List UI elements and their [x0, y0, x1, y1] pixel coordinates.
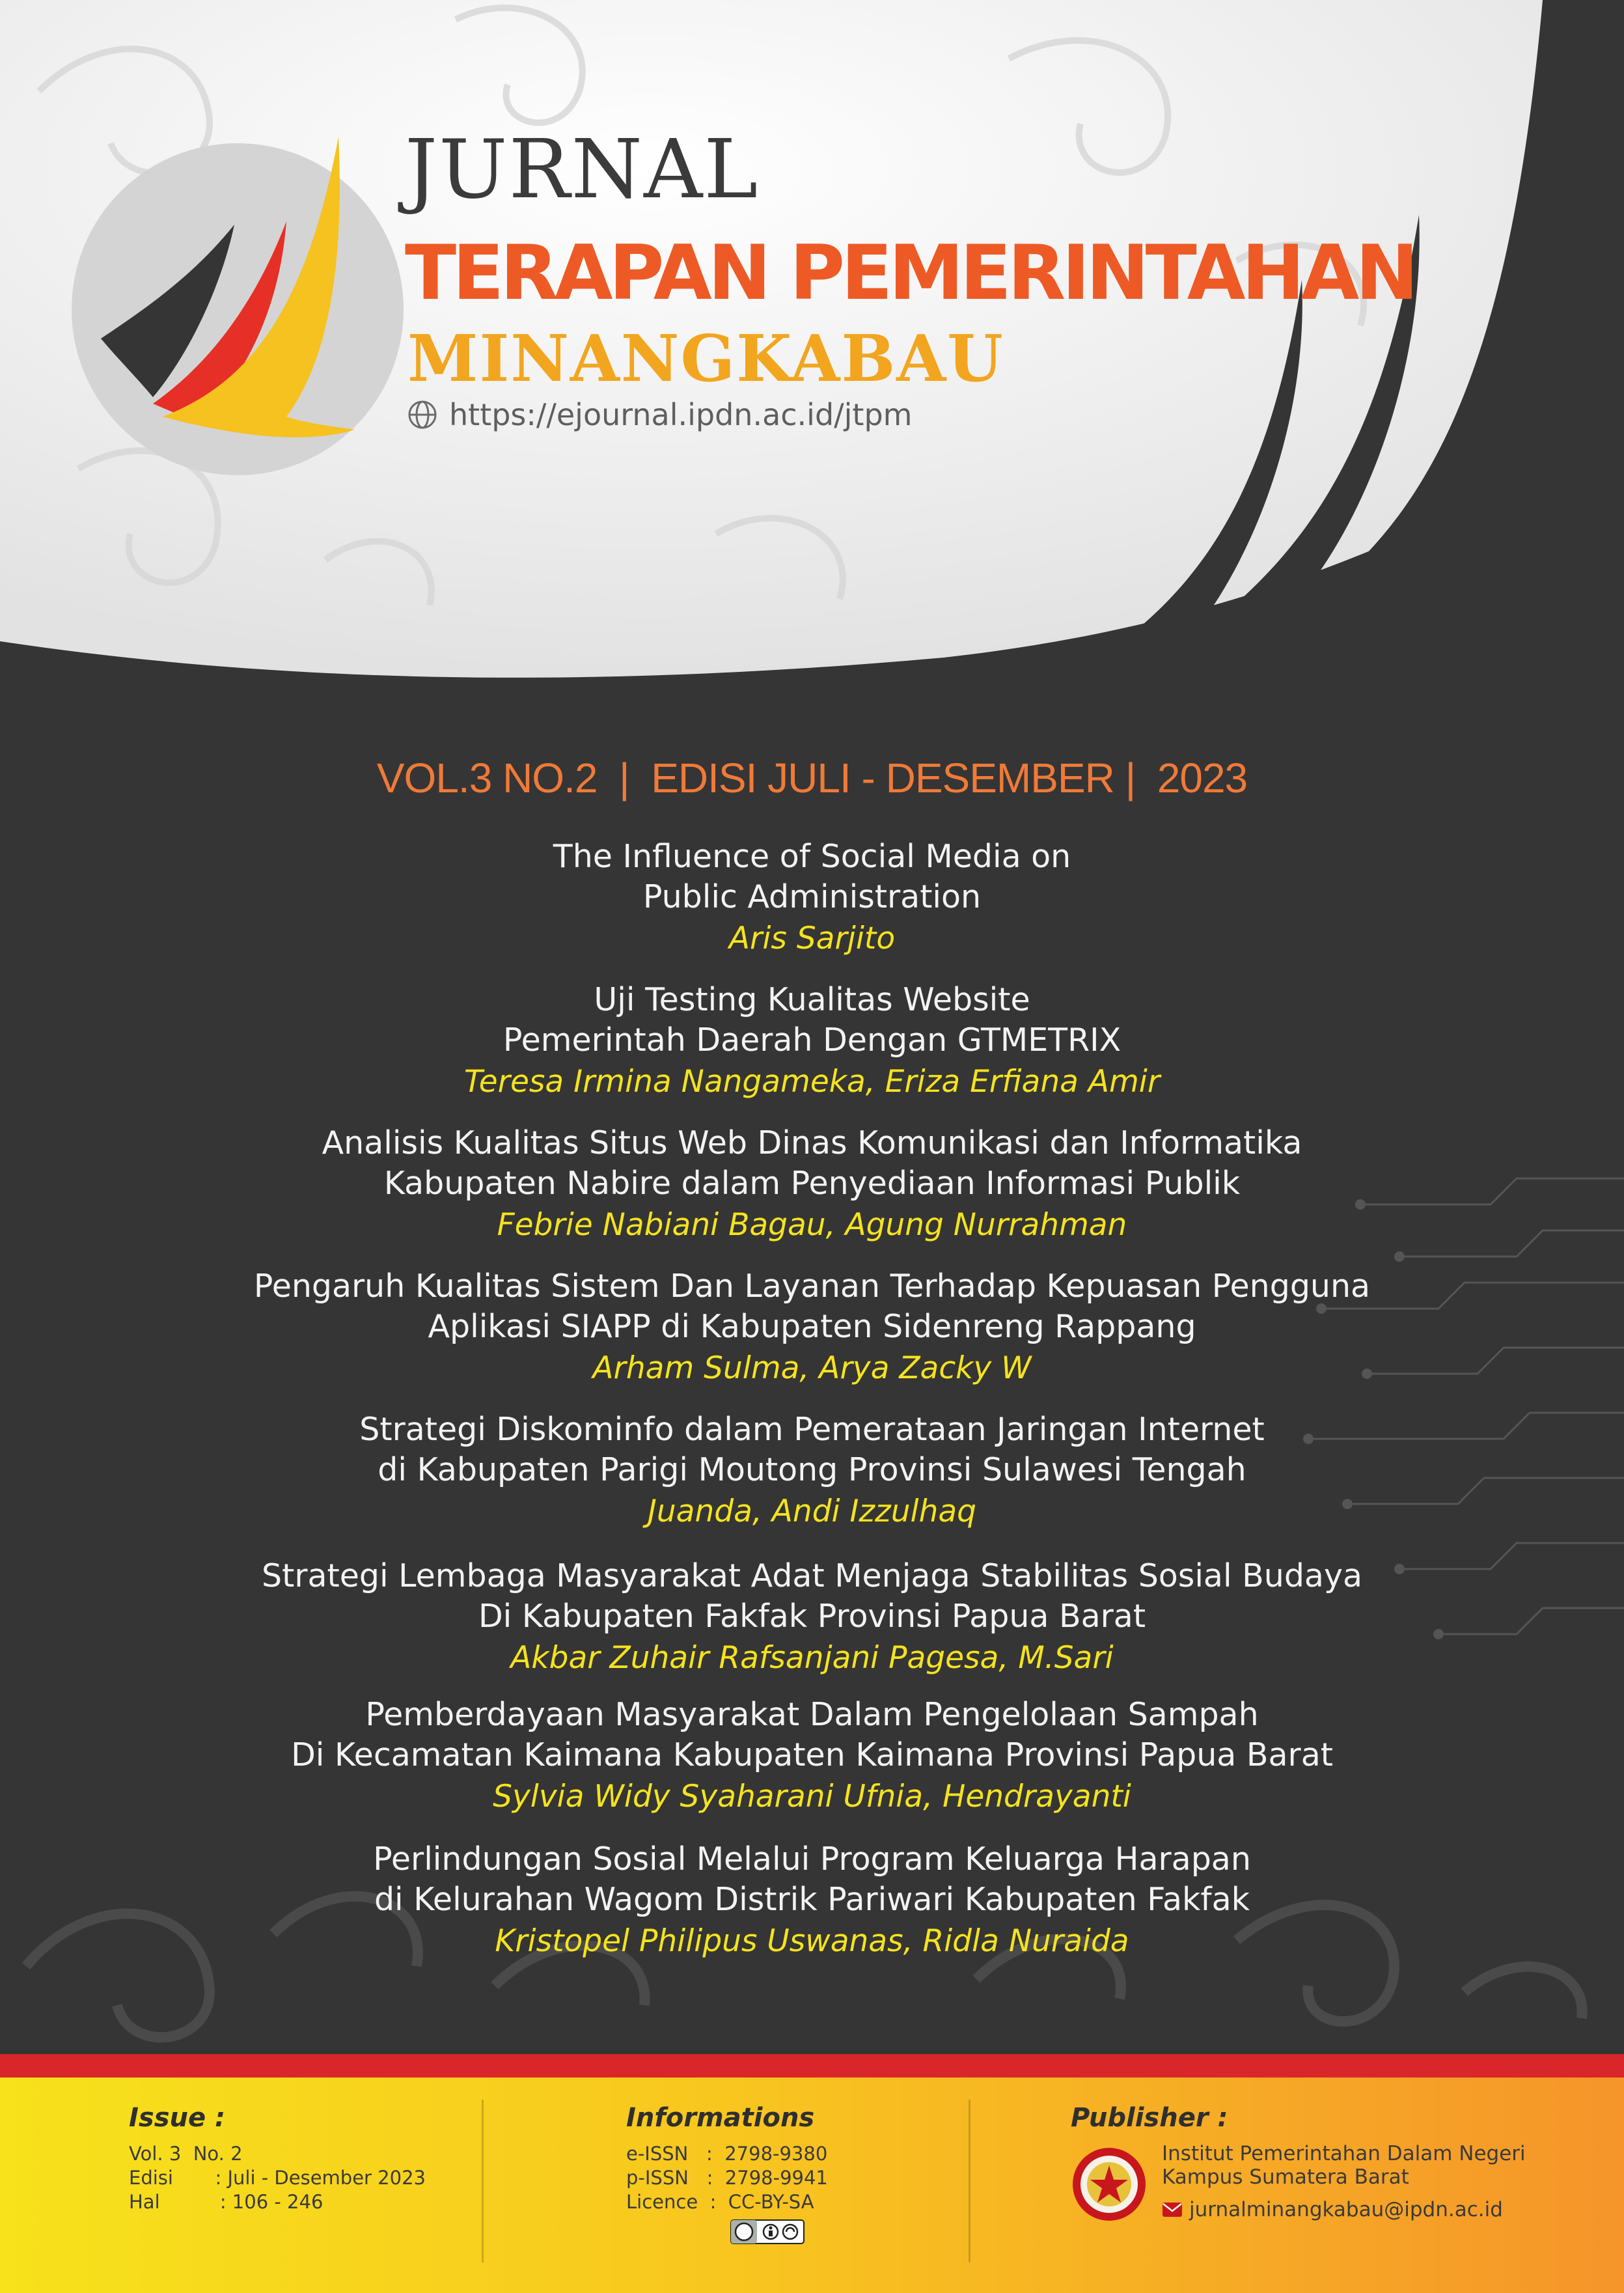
issue-volume-line: VOL.3 NO.2 | EDISI JULI - DESEMBER | 2023 — [376, 755, 1248, 801]
publisher-name-line2: Kampus Sumatera Barat — [1162, 2165, 1409, 2189]
article-item — [0, 980, 1624, 1104]
issue-heading: Issue : — [129, 2103, 226, 2133]
article-title-line: Strategi Diskominfo dalam Pemerataan Jaringan Internet — [359, 1411, 1265, 1448]
publisher-row — [1071, 2142, 1526, 2223]
article-title-line: Analisis Kualitas Situs Web Dinas Komunikasi dan Informatika — [322, 1124, 1302, 1161]
article-authors: Aris Sarjito — [728, 921, 896, 956]
article-title-line: Kabupaten Nabire dalam Penyediaan Informasi Publik — [383, 1165, 1241, 1202]
article-authors: Febrie Nabiani Bagau, Agung Nurrahman — [497, 1207, 1127, 1243]
article-item — [0, 1123, 1624, 1247]
creative-commons-badge-icon — [730, 2219, 805, 2244]
footer-issue-section — [129, 2103, 426, 2214]
article-title-line: Pengaruh Kualitas Sistem Dan Layanan Terhadap Kepuasan Pengguna — [253, 1268, 1371, 1305]
journal-title-line2: TERAPAN PEMERINTAHAN — [405, 229, 1415, 317]
publisher-name-line1: Institut Pemerintahan Dalam Negeri — [1162, 2142, 1526, 2165]
footer-divider — [482, 2100, 484, 2262]
footer-divider — [969, 2100, 970, 2262]
article-title-line: Strategi Lembaga Masyarakat Adat Menjaga Stabilitas Sosial Budaya — [262, 1557, 1362, 1594]
article-authors: Sylvia Widy Syaharani Ufnia, Hendrayanti — [493, 1779, 1131, 1814]
publisher-heading: Publisher : — [1071, 2103, 1228, 2133]
journal-url-link[interactable]: https://ejournal.ipdn.ac.id/jtpm — [449, 397, 913, 432]
issue-row: Vol. 3 No. 2 — [129, 2143, 243, 2165]
article-title-line: Public Administration — [642, 878, 982, 915]
journal-url-row — [407, 397, 912, 432]
info-row: e-ISSN : 2798-9380 — [626, 2143, 828, 2165]
issue-row: Hal : 106 - 246 — [129, 2191, 323, 2213]
info-row: p-ISSN : 2798-9941 — [626, 2167, 828, 2189]
article-authors: Teresa Irmina Nangameka, Eriza Erfiana Amir — [463, 1064, 1161, 1100]
article-title-line: Di Kabupaten Fakfak Provinsi Papua Barat — [478, 1598, 1146, 1635]
globe-icon — [407, 400, 437, 430]
article-title-line: di Kelurahan Wagom Distrik Pariwari Kabupaten Fakfak — [374, 1881, 1250, 1918]
article-authors: Arham Sulma, Arya Zacky W — [592, 1350, 1032, 1386]
publisher-email-link[interactable]: jurnalminangkabau@ipdn.ac.id — [1189, 2198, 1503, 2221]
journal-title-line1: JURNAL — [405, 122, 760, 217]
article-item — [0, 1410, 1624, 1533]
article-title-line: Perlindungan Sosial Melalui Program Keluarga Harapan — [373, 1841, 1251, 1878]
article-item — [0, 1556, 1624, 1680]
article-title-line: Aplikasi SIAPP di Kabupaten Sidenreng Rappang — [428, 1308, 1196, 1345]
cover-footer — [0, 2054, 1624, 2293]
informations-heading: Informations — [626, 2103, 815, 2133]
journal-masthead — [0, 0, 1624, 716]
article-title-line: Di Kecamatan Kaimana Kabupaten Kaimana Provinsi Papua Barat — [291, 1736, 1333, 1773]
article-item — [0, 1266, 1624, 1390]
article-item — [0, 1839, 1624, 1963]
article-title-line: The Influence of Social Media on — [553, 838, 1071, 875]
article-item — [0, 837, 1624, 960]
footer-publisher-section — [1071, 2103, 1526, 2223]
article-title-line: Pemberdayaan Masyarakat Dalam Pengelolaan Sampah — [365, 1696, 1259, 1733]
info-row: Licence : CC-BY-SA — [626, 2191, 814, 2213]
footer-informations-section — [626, 2103, 828, 2247]
article-title-line: di Kabupaten Parigi Moutong Provinsi Sulawesi Tengah — [378, 1451, 1246, 1488]
article-authors: Akbar Zuhair Rafsanjani Pagesa, M.Sari — [510, 1640, 1114, 1676]
article-authors: Kristopel Philipus Uswanas, Ridla Nuraida — [495, 1923, 1129, 1959]
ipdn-seal-logo — [1071, 2146, 1148, 2223]
publisher-email-row — [1162, 2198, 1526, 2221]
journal-title-line3: MINANGKABAU — [407, 322, 1004, 396]
article-title-line: Pemerintah Daerah Dengan GTMETRIX — [502, 1021, 1122, 1059]
article-item — [0, 1695, 1624, 1818]
issue-row: Edisi : Juli - Desember 2023 — [129, 2167, 426, 2189]
mail-icon — [1162, 2202, 1183, 2217]
footer-red-band — [0, 2054, 1624, 2078]
article-authors: Juanda, Andi Izzulhaq — [648, 1494, 976, 1529]
article-title-line: Uji Testing Kualitas Website — [594, 981, 1030, 1018]
